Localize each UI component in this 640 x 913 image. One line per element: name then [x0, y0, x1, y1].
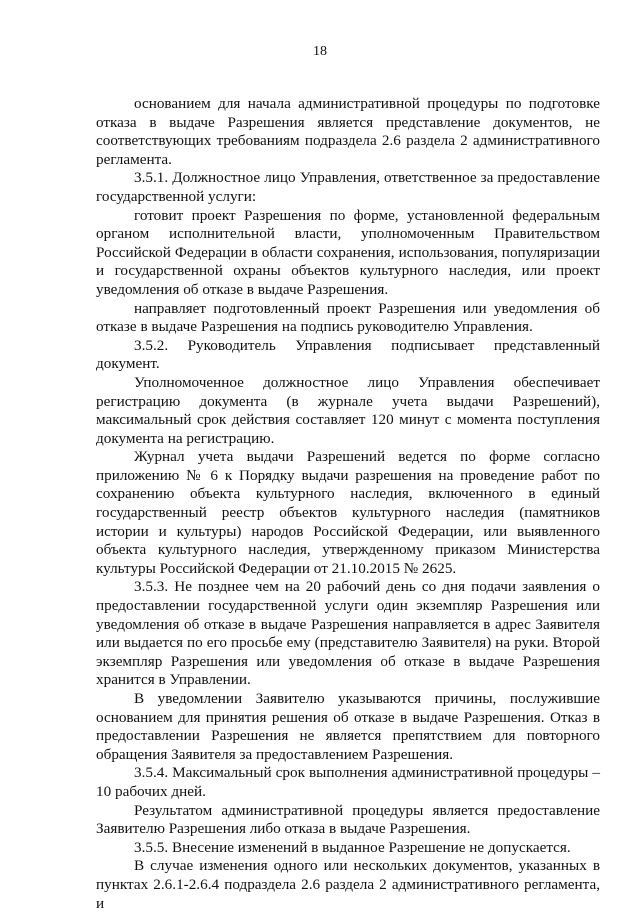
paragraph: 3.5.5. Внесение изменений в выданное Разрешение не допускается. [134, 838, 571, 856]
paragraph: 3.5.1. Должностное лицо Управления, ответственное за предоставление государственной услуги: [96, 169, 600, 205]
paragraph: Результатом административной процедуры является предоставление Заявителю Разрешения либо отказа в выдаче Разрешения. [96, 801, 600, 838]
paragraph: В уведомлении Заявителю указываются причины, послужившие основанием для принятия решения об отказе в выдаче Разрешения. Отказ в предоставлении Разрешения не является препятствием для повторного обращения Заявителя за предоставлением Разрешения. [96, 690, 600, 763]
paragraph: направляет подготовленный проект Разрешения или уведомления об отказе в выдаче Разрешения на подпись руководителю Управления. [96, 299, 600, 336]
paragraph: 3.5.2. Руководитель Управления подписывает представленный документ. [96, 336, 600, 373]
paragraph: 3.5.3. Не позднее чем на 20 рабочий день со дня подачи заявления о предоставлении государственной услуги один экземпляр Разрешения или уведомления об отказе в выдаче Разрешения направляется в адрес Заявителя или выдается по его просьбе ему (представителю Заявителя) на руки. Второй экземпляр Разрешения или уведомления об отказе в выдаче Разрешения хранится в Управлении. [96, 578, 600, 689]
paragraph: 3.5.4. Максимальный срок выполнения административной процедуры – 10 рабочих дней. [96, 764, 600, 800]
paragraph: готовит проект Разрешения по форме, установленной федеральным органом исполнительной власти, уполномоченным Правительством Российской Федерации в области сохранения, использования, популяризации и государственной охраны объектов культурного наследия, или проект уведомления об отказе в выдаче Разрешения. [96, 206, 600, 298]
paragraph: Журнал учета выдачи Разрешений ведется по форме согласно приложению № 6 к Порядку выдачи разрешения на проведение работ по сохранению объекта культурного наследия, включенного в единый государственный реестр объектов культурного наследия (памятников истории и культуры) народов Российской Федерации, или выявленного объекта культурного наследия, утвержденному приказом Министерства культуры Российской Федерации от 21.10.2015 № 2625. [96, 448, 600, 577]
document-body [96, 95, 600, 913]
page-number: 18 [313, 44, 327, 59]
paragraph: основанием для начала административной процедуры по подготовке отказа в выдаче Разрешения является представление документов, не соответствующих требованиям подраздела 2.6 раздела 2 административного регламента. [96, 95, 600, 168]
paragraph: В случае изменения одного или нескольких документов, указанных в пунктах 2.6.1-2.6.4 подраздела 2.6 раздела 2 административного регламента, и [96, 857, 600, 912]
paragraph: Уполномоченное должностное лицо Управления обеспечивает регистрацию документа (в журнале учета выдачи Разрешений), максимальный срок действия составляет 120 минут с момента поступления документа на регистрацию. [96, 373, 600, 447]
